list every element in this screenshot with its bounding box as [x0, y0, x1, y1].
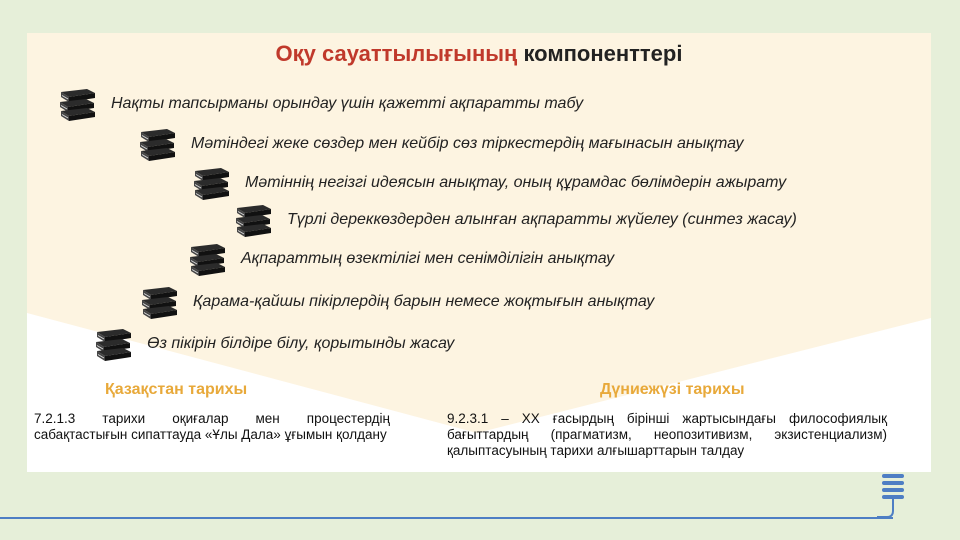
section-heading-world: Дүниежүзі тарихы: [600, 381, 745, 398]
component-item: [191, 166, 786, 200]
books-icon: [57, 87, 99, 121]
title-part-2: компоненттері: [523, 41, 683, 66]
stacked-bars-icon: [877, 473, 909, 521]
section-text-world: 9.2.3.1 – ХХ ғасырдың бірінші жартысындағы философиялық бағыттардың (прагматизм, неопозитивизм, экзистенциализм) қалыптасуының тарихи алғышарттарын талдау: [447, 411, 887, 458]
title-part-1: Оқу сауаттылығының: [275, 41, 518, 66]
section-heading-kazakhstan: Қазақстан тарихы: [105, 381, 248, 398]
books-icon: [139, 285, 181, 319]
component-item: [93, 327, 454, 361]
component-label: Нақты тапсырманы орындау үшін қажетті ақпаратты табу: [111, 95, 584, 112]
component-label: Түрлі дереккөздерден алынған ақпаратты жүйелеу (синтез жасау): [287, 211, 797, 228]
component-label: Ақпараттың өзектілігі мен сенімділігін анықтау: [241, 250, 615, 267]
section-text-kazakhstan: 7.2.1.3 тарихи оқиғалар мен процестердің сабақтастығын сипаттауда «Ұлы Дала» ұғымын қолдану: [34, 411, 390, 442]
component-label: Өз пікірін білдіре білу, қорытынды жасау: [147, 335, 455, 352]
component-label: Мәтіннің негізгі идеясын анықтау, оның құрамдас бөлімдерін ажырату: [245, 174, 787, 191]
slide: [27, 33, 931, 472]
component-item: [57, 87, 583, 121]
books-icon: [191, 166, 233, 200]
page-title: [27, 41, 931, 67]
books-icon: [93, 327, 135, 361]
books-icon: [137, 127, 179, 161]
books-icon: [233, 203, 275, 237]
component-label: Мәтіндегі жеке сөздер мен кейбір сөз тіркестердің мағынасын анықтау: [191, 135, 744, 152]
component-item: [139, 285, 654, 319]
books-icon: [187, 242, 229, 276]
component-item: [233, 203, 797, 237]
decorative-line: [0, 517, 893, 519]
component-label: Қарама-қайшы пікірлердің барын немесе жоқтығын анықтау: [193, 293, 655, 310]
component-item: [137, 127, 744, 161]
component-item: [187, 242, 614, 276]
